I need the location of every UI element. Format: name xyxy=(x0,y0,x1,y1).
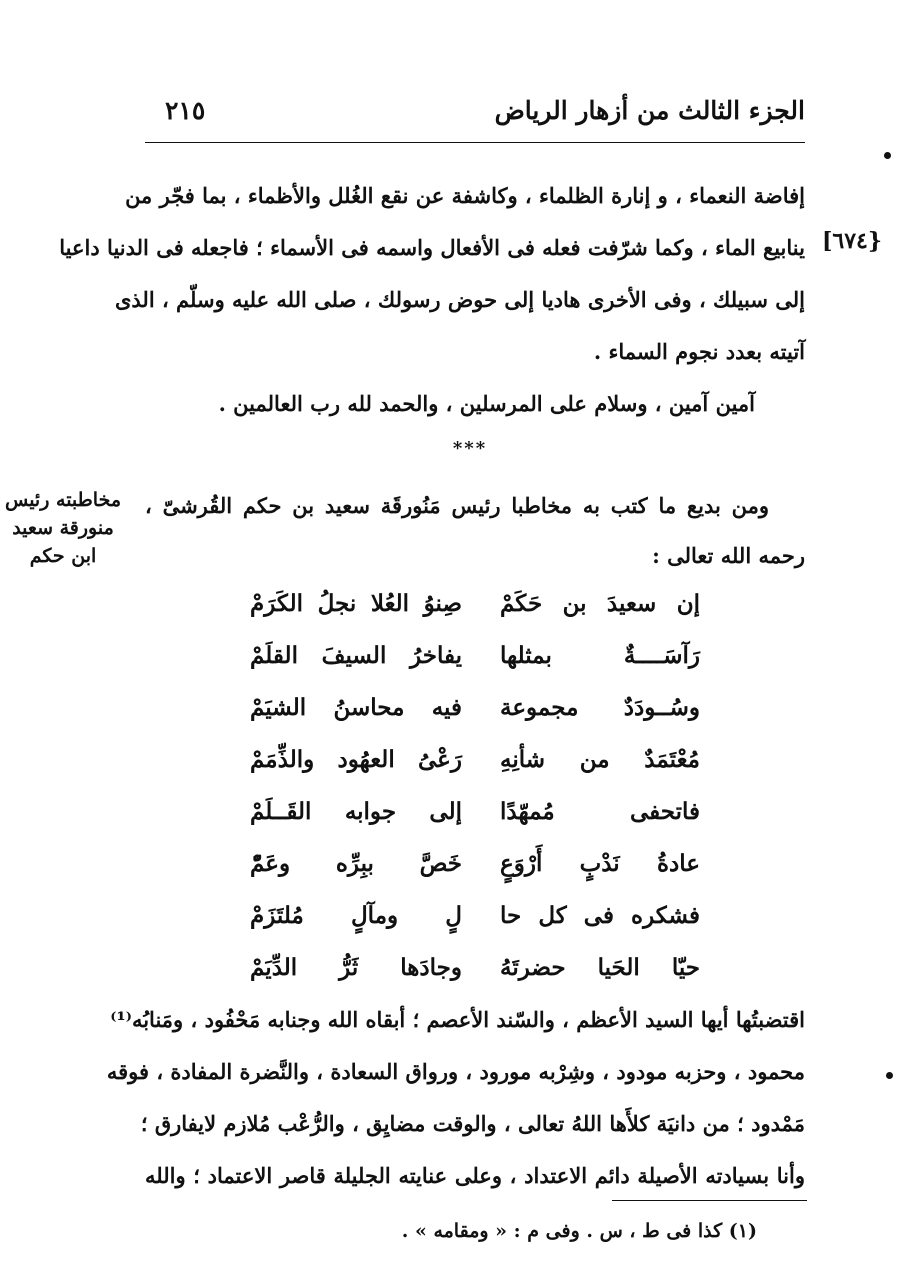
verse-hemistich-first: رَآسَــــةٌ بمثلها xyxy=(500,642,700,669)
verse-line xyxy=(250,948,700,988)
verse-hemistich-first: فاتحفى مُمهّدًا xyxy=(500,798,700,825)
verse-hemistich-first: فشكره فى كل حا xyxy=(500,902,700,929)
text-line: محمود ، وحزبه مودود ، وشِرْبه مورود ، ورواق السعادة ، والنَّضرة المفادة ، فوقه xyxy=(106,1059,805,1084)
verse-line xyxy=(250,584,700,624)
verse-hemistich-second: إلى جوابه القَــلَمْ xyxy=(250,798,462,825)
text-line: آتيته بعدد نجوم السماء . xyxy=(593,339,805,364)
text-line: إفاضة النعماء ، و إنارة الظلماء ، وكاشفة عن نقع الغُلل والأظماء ، بما فجّر من xyxy=(125,183,805,208)
section-separator: *** xyxy=(452,438,488,459)
verse-line xyxy=(250,792,700,832)
verse-line xyxy=(250,688,700,728)
text-line: آمين آمين ، وسلام على المرسلين ، والحمد لله رب العالمين . xyxy=(218,391,755,416)
text-line: رحمه الله تعالى : xyxy=(652,543,805,568)
text-line: مَمْدود ؛ من دانيَة كلأَها اللهُ تعالى ، والوقت مضايِق ، والرُّعْب مُلازم لايفارق ؛ xyxy=(140,1111,805,1136)
verse-hemistich-first: إن سعيدَ بن حَكَمْ xyxy=(500,590,700,617)
verse-hemistich-second: لٍ ومآلٍ مُلتَزَمْ xyxy=(250,902,462,929)
verse-hemistich-second: رَعْىُ العهُود والذِّمَمْ xyxy=(250,746,462,773)
margin-folio-number: {٦٧٤] xyxy=(822,228,883,254)
text-line: ومن بديع ما كتب به مخاطبا رئيس مَنُورقَة سعيد بن حكم القُرشىّ ، xyxy=(145,493,769,518)
page-number: ٢١٥ xyxy=(165,96,206,125)
header-rule xyxy=(145,142,805,143)
margin-dot-top xyxy=(884,152,891,159)
text-line: وأنا بسيادته الأصيلة دائم الاعتداد ، وعلى عنايته الجليلة قاصر الاعتماد ؛ والله xyxy=(145,1163,805,1188)
footnote-rule xyxy=(612,1200,807,1201)
verse-line xyxy=(250,844,700,884)
verse-hemistich-first: وسُــودَدٌ مجموعة xyxy=(500,694,700,721)
verse-hemistich-second: خَصَّ ببِرِّه وعَمّْ xyxy=(250,850,462,877)
verse-hemistich-second: يفاخرُ السيفَ القلَمْ xyxy=(250,642,462,669)
verse-hemistich-second: وجادَها ثَرُّ الدِّيَمْ xyxy=(250,954,462,981)
verse-line xyxy=(250,636,700,676)
verse-hemistich-second: فيه محاسنُ الشيَمْ xyxy=(250,694,462,721)
margin-note-line: منورقة سعيد xyxy=(12,517,114,539)
running-title: الجزء الثالث من أزهار الرياض xyxy=(494,96,805,125)
text-line: ينابيع الماء ، وكما شرّفت فعله فى الأفعال واسمه فى الأسماء ؛ فاجعله فى الدنيا داعيا xyxy=(59,235,805,260)
margin-note xyxy=(4,486,122,570)
text-line: اقتضبتُها أيها السيد الأعظم ، والسّند الأعصم ؛ أبقاه الله وجنابه مَحْفُود ، ومَنابُه⁽¹⁾ xyxy=(110,1007,805,1032)
margin-note-line: ابن حكم xyxy=(29,545,97,567)
running-header xyxy=(145,96,805,138)
verse-line xyxy=(250,896,700,936)
margin-dot-bottom xyxy=(886,1072,893,1079)
footnote: (١) كذا فى ط ، س . وفى م : « ومقامه » . xyxy=(401,1220,757,1242)
verse-hemistich-first: مُعْتَمَدٌ من شأنِهِ xyxy=(500,746,700,773)
verse-hemistich-first: عادةُ نَدْبٍ أَرْوَعٍ xyxy=(500,850,700,877)
verse-hemistich-second: صِنوُ العُلا نجلُ الكَرَمْ xyxy=(250,590,462,617)
verse-hemistich-first: حيّا الحَيا حضرتَهُ xyxy=(500,954,700,981)
margin-note-line: مخاطبته رئيس xyxy=(4,489,122,511)
text-line: إلى سبيلك ، وفى الأخرى هاديا إلى حوض رسولك ، صلى الله عليه وسلّم ، الذى xyxy=(114,287,805,312)
verse-line xyxy=(250,740,700,780)
